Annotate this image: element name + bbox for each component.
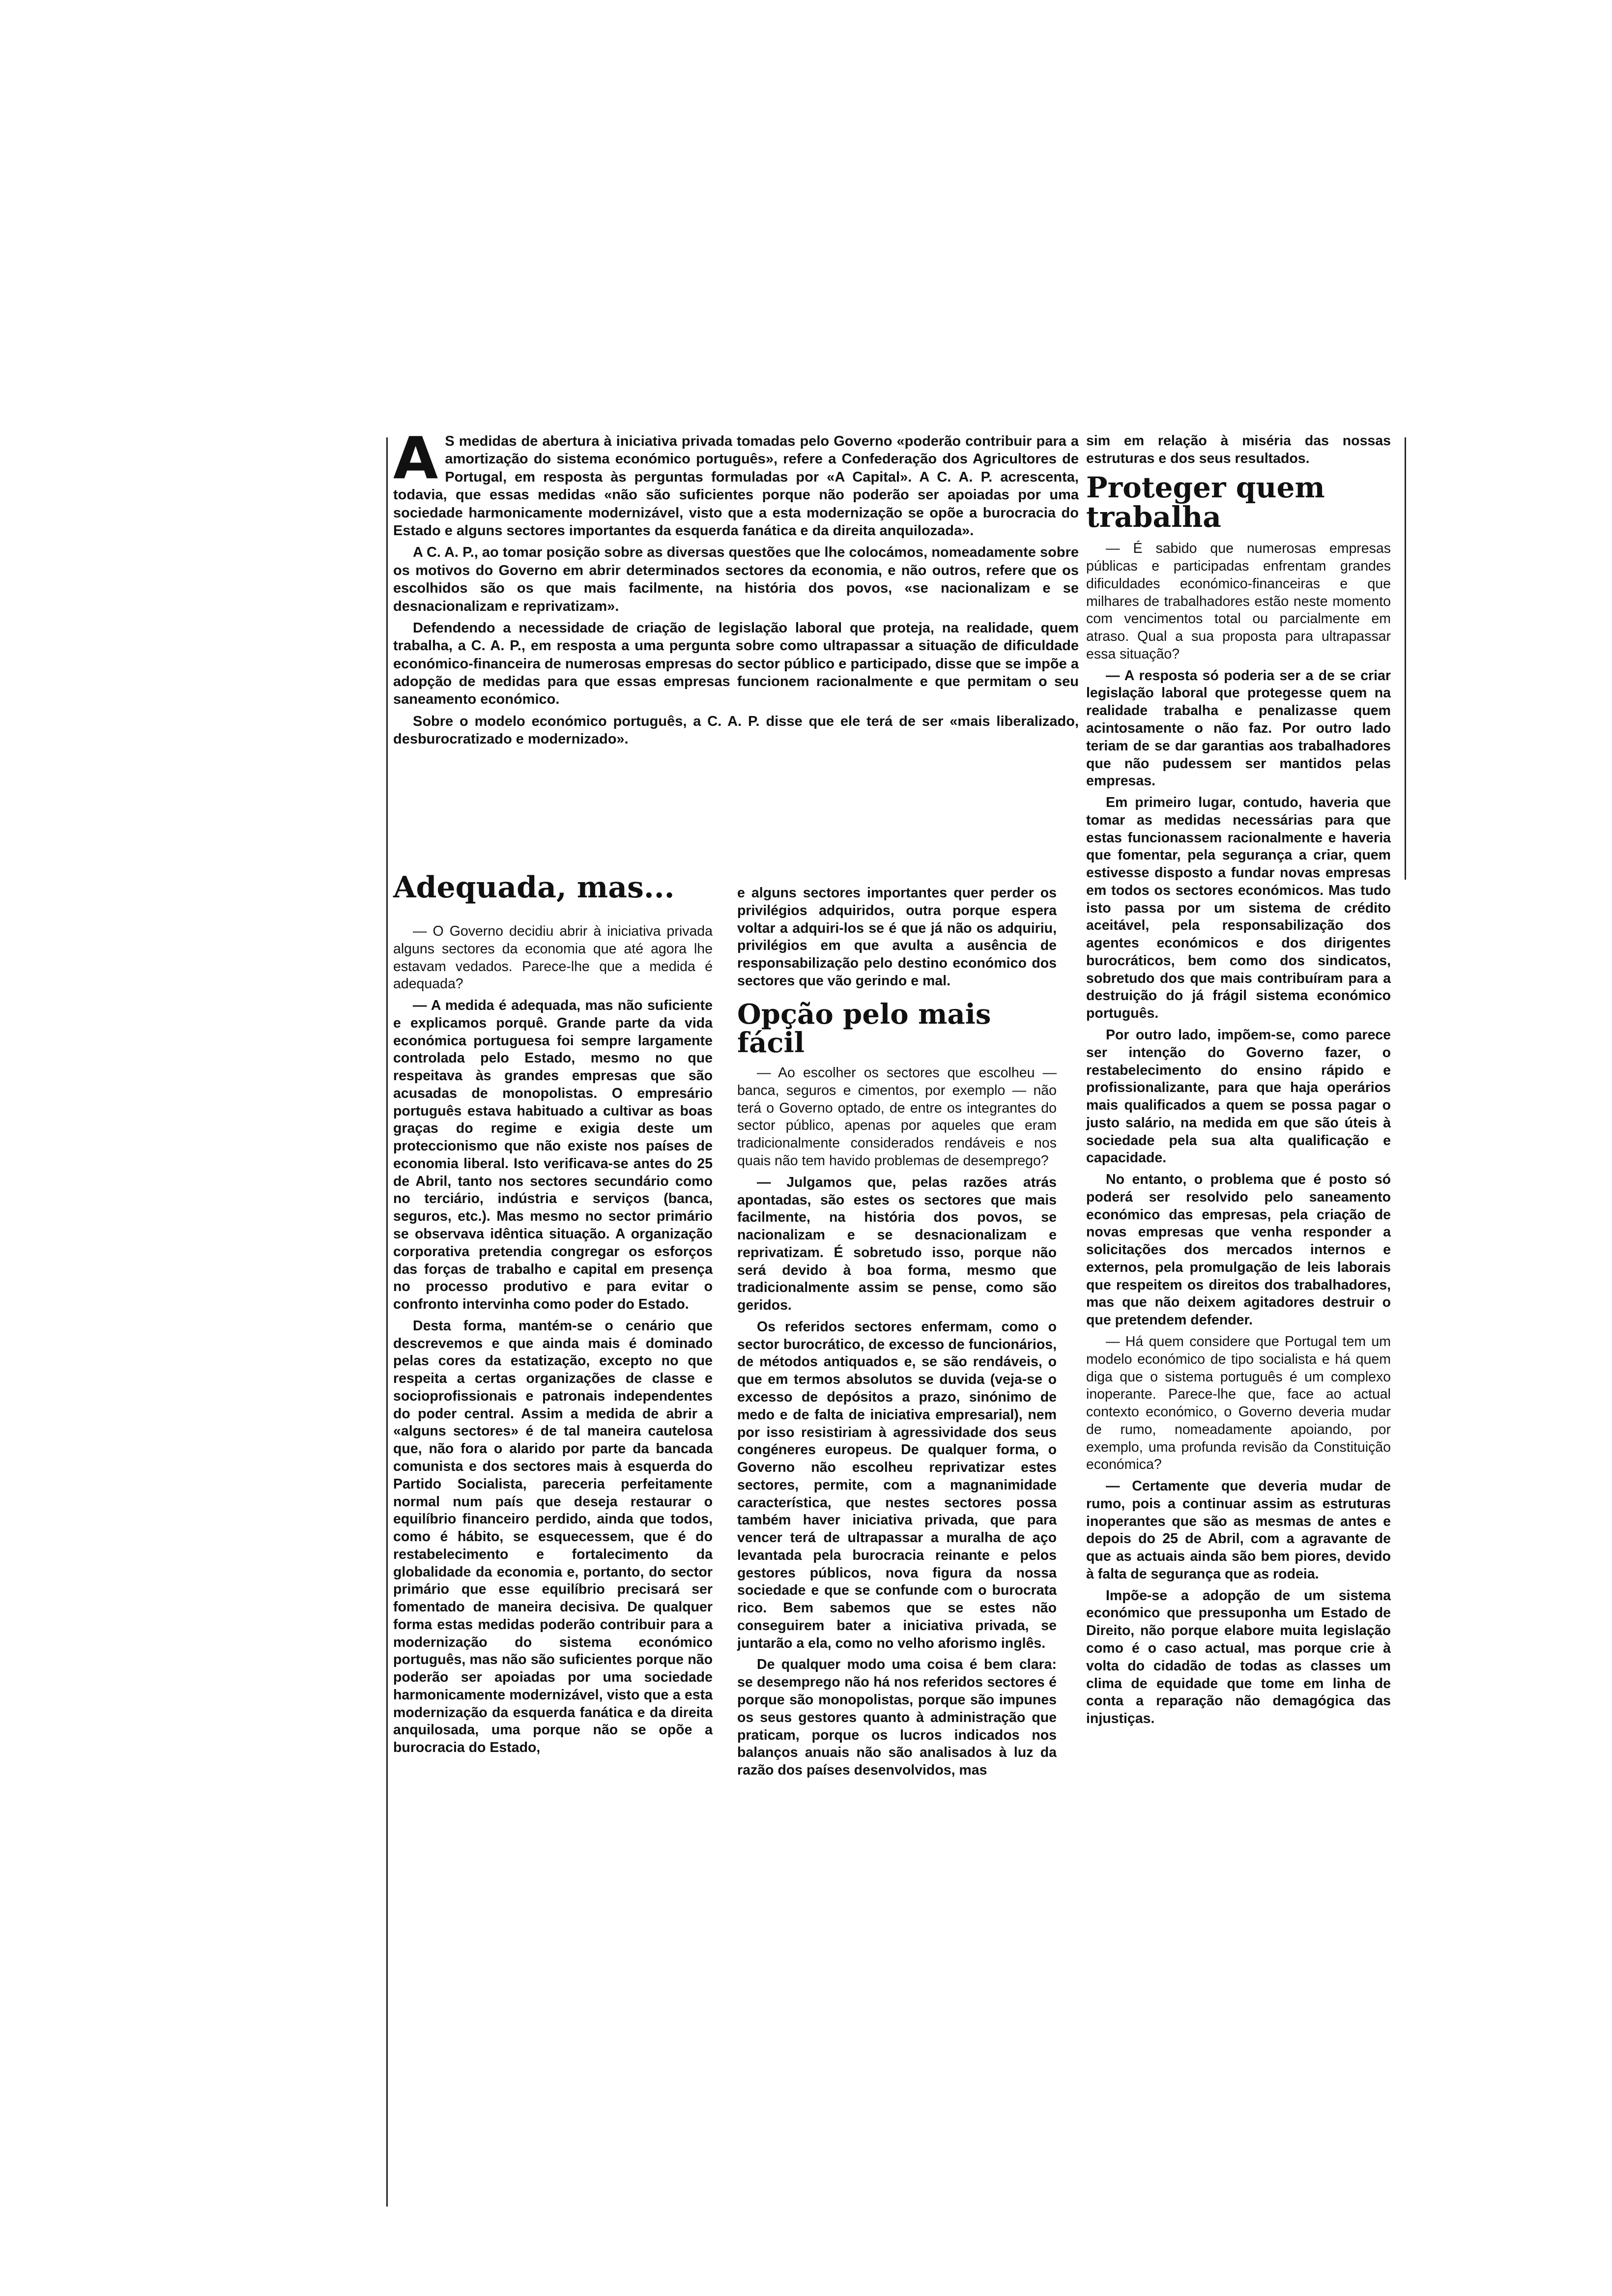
right-margin-rule xyxy=(1405,437,1406,880)
answer-8: Por outro lado, impõem-se, como parece ser intenção do Governo fazer, o restabelecimento do ensino rápido e profissionalizante, para que haja operários mais qualificados a quem se possa pagar o justo salário, na medida em que são úteis à sociedade pela sua alta qualificação e capacidade. xyxy=(1086,1027,1391,1166)
question-4: — Há quem considere que Portugal tem um modelo económico de tipo socialista e há quem diga que o sistema português é um complexo inoperante. Parece-lhe que, face ao actual contexto económico, o Governo deveria mudar de rumo, nomeadamente apoiando, por exemplo, uma profunda revisão da Constituição económica? xyxy=(1086,1334,1391,1473)
lead-paragraph-4: Sobre o modelo económico português, a C. A. P. disse que ele terá de ser «mais liberalizado, desburocratizado e modernizado». xyxy=(393,713,1079,747)
newspaper-clipping xyxy=(393,424,1406,2211)
lead-paragraph-1 xyxy=(393,424,1079,540)
subheading-proteger: Proteger quem trabalha xyxy=(1086,470,1325,534)
answer-6: — A resposta só poderia ser a de se criar legislação laboral que protegesse quem na realidade trabalha e penalizasse quem acintosamente o não faz. Por outro lado teriam de se dar garantias aos trabalhadores que não pudessem ser mantidos pelas empresas. xyxy=(1086,667,1391,789)
subheading-adequada: Adequada, mas... xyxy=(393,870,675,905)
col2-continuation: e alguns sectores importantes quer perder os privilégios adquiridos, outra porque espera voltar a adquiri-los se é que já não os adquiriu, privilégios em que avulta a ausência de responsabilização pelo destino económico dos sectores que vão gerindo e mal. xyxy=(737,885,1057,989)
question-2: — Ao escolher os sectores que escolheu — banca, seguros e cimentos, por exemplo — não terá o Governo optado, de entre os integrantes do sector público, apenas por aqueles que eram tradicionalmente considerados rendáveis e nos quais não tem havido problemas de desemprego? xyxy=(737,1065,1057,1169)
question-3: — É sabido que numerosas empresas públicas e participadas enfrentam grandes dificuldades económico-financeiras e que milhares de trabalhadores estão neste momento com vencimentos total ou parcialmente em atraso. Qual a sua proposta para ultrapassar essa situação? xyxy=(1086,541,1391,662)
subheading-opcao: Opção pelo mais fácil xyxy=(737,998,991,1060)
lead-block xyxy=(393,424,1079,752)
answer-10: — Certamente que deveria mudar de rumo, pois a continuar assim as estruturas inoperantes que são as mesmas de antes e depois do 25 de Abril, com a agravante de que as actuais ainda são bem piores, devido à falta de segurança que as rodeia. xyxy=(1086,1478,1391,1582)
answer-11: Impõe-se a adopção de um sistema económico que pressuponha um Estado de Direito, não porque elabore muita legislação como é o caso actual, mas porque crie à volta do cidadão de todas as classes um clima de equidade que tome em linha de conta a reparação não demagógica das injustiças. xyxy=(1086,1587,1391,1727)
answer-3: — Julgamos que, pelas razões atrás apontadas, são estes os sectores que mais facilmente, na história dos povos, se nacionalizam e se desnacionalizam e reprivatizam. É sobretudo isso, porque não será devido à boa forma, mesmo que tradicionalmente assim se pense, como são geridos. xyxy=(737,1174,1057,1314)
answer-4: Os referidos sectores enfermam, como o sector burocrático, de excesso de funcionários, de métodos antiquados e, se são rendáveis, o que em termos absolutos se duvida (veja-se o excesso de depósitos a prazo, sinónimo de medo e de falta de iniciativa empresarial), nem por isso resistiriam à agressividade dos seus congéneres europeus. De qualquer forma, o Governo não escolheu reprivatizar estes sectores, permite, com a magnanimidade característica, que nestes sectores possa também haver iniciativa privada, que para vencer terá de ultrapassar a muralha de aço levantada pela burocracia reinante e pelos gestores públicos, nova figura da nossa sociedade e que se confunde com o burocrata rico. Bem sabemos que se estes não conseguirem bater a iniciativa privada, se juntarão a ela, como no velho aforismo inglês. xyxy=(737,1319,1057,1651)
lead-paragraph-3: Defendendo a necessidade de criação de legislação laboral que proteja, na realidade, quem trabalha, a C. A. P., em resposta a uma pergunta sobre como ultrapassar a situação de dificuldade económico-financeira de numerosas empresas do sector público e participado, disse que se impõe a adopção de medidas para que essas empresas funcionem racionalmente e que permitam o seu saneamento económico. xyxy=(393,620,1079,708)
left-margin-rule xyxy=(386,437,388,2207)
column-2 xyxy=(737,885,1057,1783)
column-3 xyxy=(1086,432,1391,1732)
lead-paragraph-2: A C. A. P., ao tomar posição sobre as diversas questões que lhe colocámos, nomeadamente sobre os motivos do Governo em abrir determinados sectores da economia, e não outros, refere que os escolhidos são os que mais facilmente, na história dos povos, «se nacionalizam e se desnacionalizam e reprivatizam». xyxy=(393,545,1079,614)
drop-cap: A xyxy=(393,424,438,492)
col3-continuation: sim em relação à miséria das nossas estruturas e dos seus resultados. xyxy=(1086,433,1391,466)
question-1: — O Governo decidiu abrir à iniciativa privada alguns sectores da economia que até agora lhe estavam vedados. Parece-lhe que a medida é adequada? xyxy=(393,923,713,992)
answer-9: No entanto, o problema que é posto só poderá ser resolvido pelo saneamento económico das empresas, pela criação de novas empresas que venha responder a solicitações dos mercados internos e externos, pela promulgação de leis laborais que respeitem os direitos dos trabalhadores, mas que não deixem agitadores destruir o que pretendem defender. xyxy=(1086,1172,1391,1328)
answer-1: — A medida é adequada, mas não suficiente e explicamos porquê. Grande parte da vida económica portuguesa foi sempre largamente controlada pelo Estado, mesmo no que respeitava às grandes empresas que são acusadas de monopolistas. O empresário português estava habituado a cultivar as boas graças do regime e exigia deste um proteccionismo que não existe nos países de economia liberal. Isto verificava-se antes do 25 de Abril, tanto nos sectores secundário como no terciário, indústria e serviços (banca, seguros, etc.). Mas mesmo no sector primário se observava idêntica situação. A organização corporativa pretendia congregar os esforços das forças de trabalho e capital em presença no processo produtivo e para evitar o confronto intervinha como poder do Estado. xyxy=(393,998,713,1313)
answer-2: Desta forma, mantém-se o cenário que descrevemos e que ainda mais é dominado pelas cores da estatização, excepto no que respeita a certas organizações de classe e socioprofissionais e patronais independentes do poder central. Assim a medida de abrir a «alguns sectores» é de tal maneira cautelosa que, não fora o alarido por parte da bancada comunista e dos sectores mais à esquerda do Partido Socialista, pareceria perfeitamente normal num país que deseja restaurar o equilíbrio financeiro perdido, ainda que todos, como é hábito, se esquecessem, que é do restabelecimento e fortalecimento da globalidade da economia e, portanto, do sector primário que esse equilíbrio precisará ser fomentado de maneira decisiva. De qualquer forma estas medidas poderão contribuir para a modernização do sistema económico português, mas não são suficientes porque não poderão ser apoiadas por uma sociedade harmonicamente modernizável, visto que a esta modernização da esquerda fanática e da direita anquilosada, uma porque não se opõe a burocracia do Estado, xyxy=(393,1318,713,1756)
answer-5: De qualquer modo uma coisa é bem clara: se desemprego não há nos referidos sectores é porque são monopolistas, porque são impunes os seus gestores quanto à administração que praticam, porque os lucros indicados nos balanços anuais não são analisados à luz da razão dos países desenvolvidos, mas xyxy=(737,1657,1057,1779)
answer-7: Em primeiro lugar, contudo, haveria que tomar as medidas necessárias para que estas funcionassem racionalmente e haveria que fomentar, pela segurança a criar, quem estivesse disposto a fundar novas empresas em todos os sectores económicos. Mas tudo isto passa por um sistema de crédito aceitável, pela responsabilização dos agentes económicos e dos dirigentes burocráticos, bem como dos sindicatos, sobretudo dos que mais contribuíram para a destruição do já frágil sistema económico português. xyxy=(1086,795,1391,1022)
column-1 xyxy=(393,872,713,1761)
lead-text-1: S medidas de abertura à iniciativa privada tomadas pelo Governo «poderão contribuir para a amortização do sistema económico português», refere a Confederação dos Agricultores de Portugal, em resposta às perguntas formuladas por «A Capital». A C. A. P. acrescenta, todavia, que essas medidas «não são suficientes porque não poderão ser apoiadas por uma sociedade harmonicamente modernizável, visto que a esta modernização se opõe a burocracia do Estado e alguns sectores importantes da esquerda fanática e da direita anquilozada». xyxy=(393,433,1079,539)
